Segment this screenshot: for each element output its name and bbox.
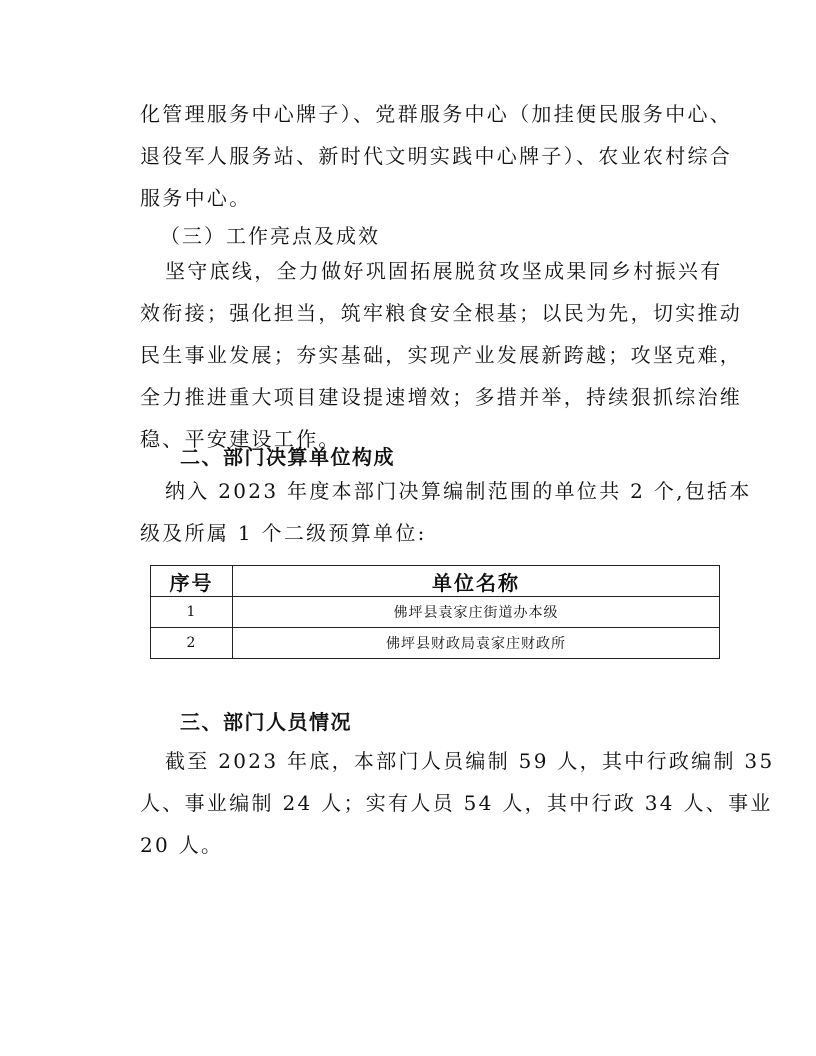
unit-composition-paragraph: [140, 470, 752, 554]
section-title-personnel: 三、部门人员情况: [180, 710, 352, 734]
text-line: 坚守底线，全力做好巩固拓展脱贫攻坚成果同乡村振兴有: [165, 259, 723, 283]
text-line: 化管理服务中心牌子）、党群服务中心（加挂便民服务中心、: [140, 102, 733, 126]
text-line: 全力推进重大项目建设提速增效；多措并举，持续狠抓综治维: [140, 385, 743, 409]
personnel-paragraph: [140, 740, 775, 866]
text-line: 效衔接；强化担当，筑牢粮食安全根基；以民为先，切实推动: [140, 301, 743, 325]
intro-paragraph: [140, 93, 733, 219]
text-line: 截至 2023 年底，本部门人员编制 59 人，其中行政编制 35: [165, 749, 775, 773]
unit-table: [150, 565, 720, 659]
table-row: [151, 628, 720, 659]
text-line: 级及所属 1 个二级预算单位:: [140, 521, 427, 545]
column-header-index: 序号: [151, 566, 233, 597]
highlights-paragraph: [140, 250, 743, 460]
table-row: [151, 597, 720, 628]
table-cell-index: 1: [151, 597, 233, 628]
table-cell-unit-name: 佛坪县袁家庄街道办本级: [233, 597, 720, 628]
section-title-unit-composition: 二、部门决算单位构成: [180, 445, 395, 469]
text-line: 纳入 2023 年度本部门决算编制范围的单位共 2 个,包括本: [165, 479, 752, 503]
table-cell-index: 2: [151, 628, 233, 659]
text-line: 人、事业编制 24 人；实有人员 54 人，其中行政 34 人、事业: [140, 791, 773, 815]
subsection-title-highlights: （三）工作亮点及成效: [160, 224, 380, 248]
text-line: 服务中心。: [140, 186, 252, 210]
text-line: 民生事业发展；夯实基础，实现产业发展新跨越；攻坚克难，: [140, 343, 743, 367]
text-line: 稳、平安建设工作。: [140, 427, 341, 451]
column-header-unit-name: 单位名称: [233, 566, 720, 597]
table-header-row: [151, 566, 720, 597]
text-line: 20 人。: [140, 833, 224, 857]
text-line: 退役军人服务站、新时代文明实践中心牌子）、农业农村综合: [140, 144, 733, 168]
table-cell-unit-name: 佛坪县财政局袁家庄财政所: [233, 628, 720, 659]
